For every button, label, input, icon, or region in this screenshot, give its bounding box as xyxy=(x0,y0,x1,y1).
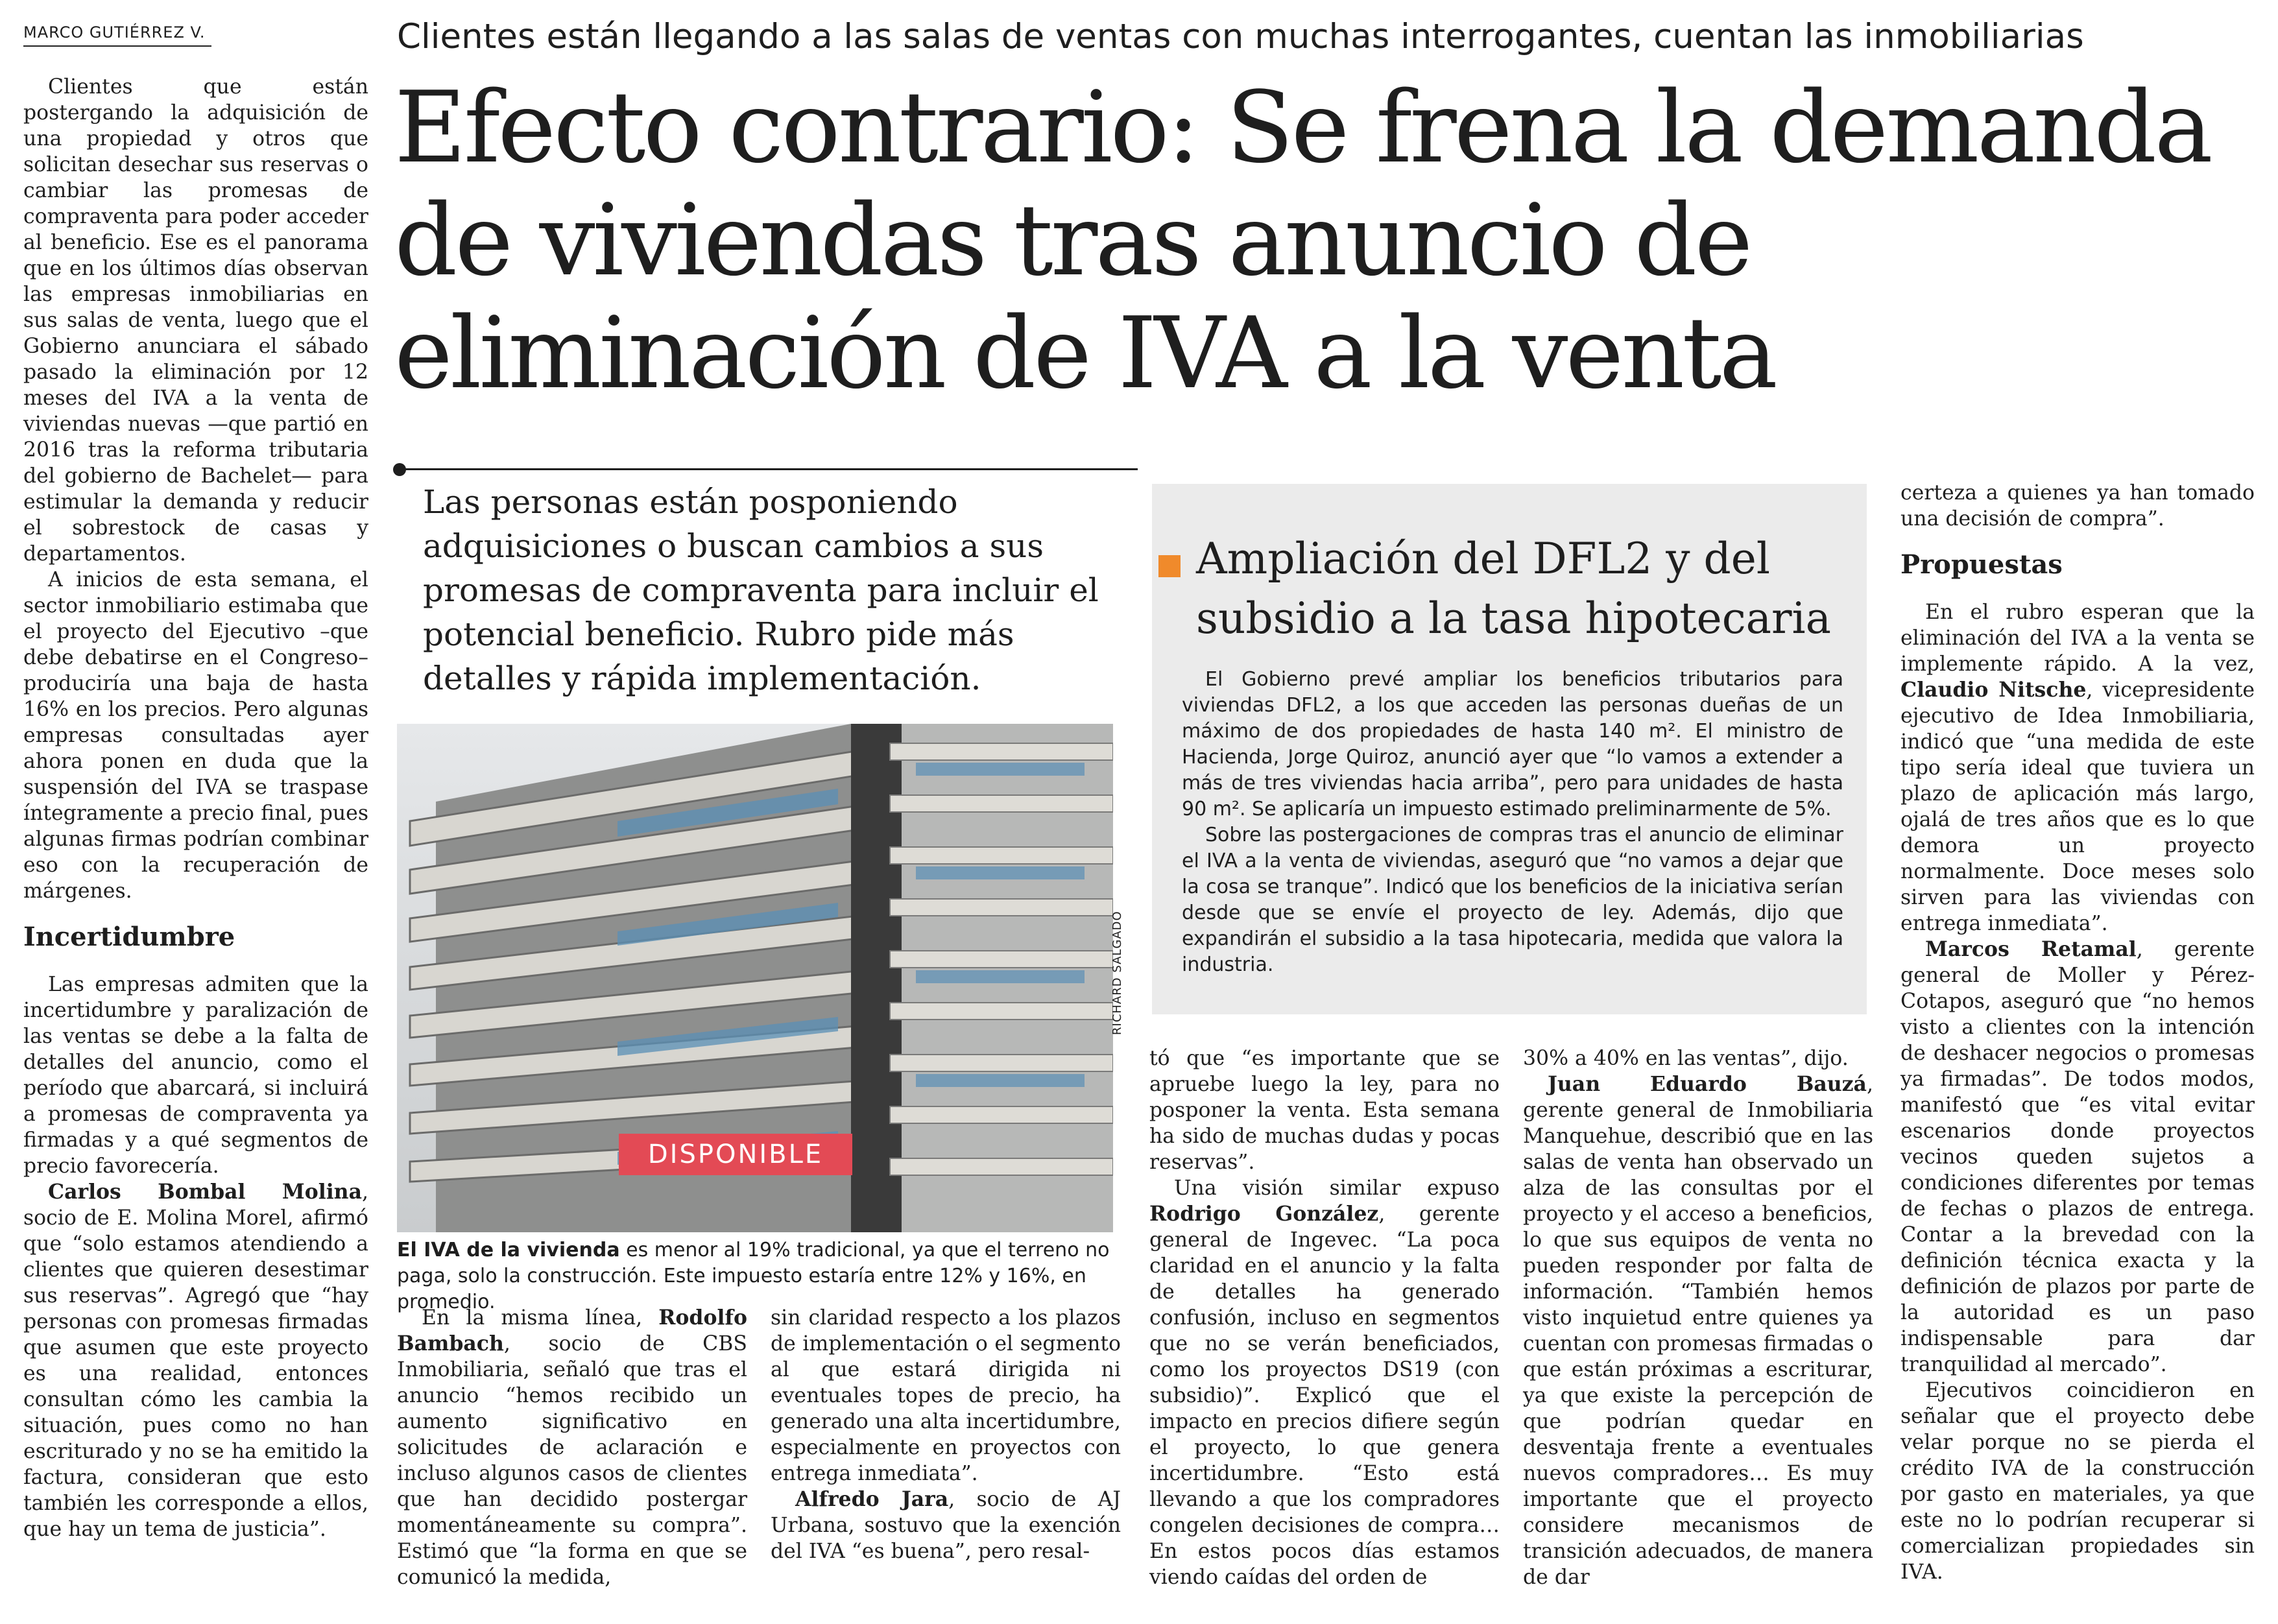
paragraph xyxy=(771,1487,1121,1564)
paragraph-text: , socio de E. Molina Morel, afirmó que “solo estamos atendiendo a clientes que quieren desestimar sus reservas”. Agregó que “hay personas con promesas firmadas que asumen que este proyecto es una realidad, entonces consultan cómo les cambia la situación, pues como no han escriturado y no se ha emitido la factura, consideran que esto también les corresponde a ellos, que hay un tema de justicia”. xyxy=(23,1180,368,1541)
paragraph: Clientes que están postergando la adquisición de una propiedad y otros que solicitan desechar sus reservas o cambiar las promesas de compraventa para poder acceder al beneficio. Ese es el panorama que en los últimos días observan las empresas inmobiliarias en sus salas de venta, luego que el Gobierno anunciara el sábado pasado la eliminación por 12 meses del IVA a la venta de viviendas nuevas —que partió en 2016 tras la reforma tributaria del gobierno de Bachelet— para estimular la demanda y reducir el sobrestock de casas y departamentos. xyxy=(23,75,368,566)
summary-deck: Las personas están posponiendo adquisiciones o buscan cambios a sus promesas de compraventa para incluir el potencial beneficio. Rubro pide más detalles y rápida implementación. xyxy=(423,483,1099,697)
paragraph: certeza a quienes ya han tomado una decisión de compra”. xyxy=(1900,481,2255,531)
caption-text: es menor al 19% tradicional, ya que el terreno no paga, solo la construcción. Este impuesto estaría entre 12% y 16%, en promedio. xyxy=(397,1239,1110,1313)
paragraph-text: Una visión similar expuso xyxy=(1174,1176,1500,1200)
building-photo xyxy=(397,724,1113,1232)
person-name: Rodrigo González xyxy=(1149,1202,1379,1226)
person-name: Marcos Retamal xyxy=(1925,937,2137,961)
paragraph: Las empresas admiten que la incertidumbre y paralización de las ventas se debe a la falta de detalles del anuncio, como el período que abarcará, si incluirá a promesas de compraventa ya firmadas y a qué segmentos de precio favorecería. xyxy=(23,973,368,1178)
paragraph-text: , gerente general de Moller y Pérez-Cotapos, aseguró que “no hemos visto a clientes con la intención de deshacer negocios o promesas ya firmadas”. De todos modos, manifestó que “es vital evitar escenarios donde proyectos vecinos queden sujetos a condiciones diferentes por temas de fechas o plazos de entrega. Contar a la brevedad con la definición técnica exacta y la definición de plazos por parte de la autoridad es un paso indispensable para dar tranquilidad al mercado”. xyxy=(1900,938,2255,1376)
person-name: Alfredo Jara xyxy=(795,1487,949,1511)
paragraph-text: En el rubro esperan que la eliminación del IVA a la venta se implemente rápido. A la vez, xyxy=(1900,601,2255,676)
byline: MARCO GUTIÉRREZ V. xyxy=(23,23,211,47)
section-heading-incertidumbre: Incertidumbre xyxy=(23,922,235,952)
person-name: Juan Eduardo Bauzá xyxy=(1548,1072,1867,1096)
paragraph xyxy=(23,1179,368,1542)
disponible-sign: DISPONIBLE xyxy=(647,1140,824,1169)
column-5 xyxy=(1523,1045,1873,1590)
photo-credit: RICHARD SALGADO xyxy=(1110,911,1124,1035)
photo-caption xyxy=(397,1237,1117,1315)
caption-bold: El IVA de la vivienda xyxy=(397,1239,620,1261)
paragraph: 30% a 40% en las ventas”, dijo. xyxy=(1523,1047,1849,1070)
column-3 xyxy=(771,1305,1121,1564)
paragraph xyxy=(1523,1071,1873,1590)
paragraph: Sobre las postergaciones de compras tras el anuncio de eliminar el IVA a la venta de viviendas, aseguró que “no vamos a dejar que la cosa se tranque”. Indicó que los beneficios de la iniciativa serían desde que se envíe el proyecto de ley. Además, dijo que expandirán el subsidio a la tasa hipotecaria, medida que valora la industria. xyxy=(1182,824,1843,976)
paragraph: tó que “es importante que se apruebe luego la ley, para no posponer la venta. Esta semana ha sido de muchas dudas y pocas reservas”. xyxy=(1149,1047,1500,1174)
section-heading-propuestas: Propuestas xyxy=(1900,549,2063,580)
divider xyxy=(405,468,1138,470)
headline: Efecto contrario: Se frena la demanda de viviendas tras anuncio de eliminación de IVA a la venta xyxy=(394,70,2211,411)
paragraph-text: , vicepresidente ejecutivo de Idea Inmobiliaria, indicó que “una medida de este tipo sería ideal que tuviera un plazo de aplicación más largo, ojalá de tres años que es lo que demora un proyecto normalmente. Doce meses solo sirven para las viviendas con entrega inmediata”. xyxy=(1900,678,2255,935)
paragraph xyxy=(1149,1175,1500,1590)
bullet-dot xyxy=(393,463,406,476)
paragraph: A inicios de esta semana, el sector inmobiliario estimaba que el proyecto del Ejecutivo –que debe debatirse en el Congreso– produciría una baja de hasta 16% en los precios. Pero algunas empresas consultadas ayer ahora ponen en duda que la suspensión del IVA se traspase íntegramente a precio final, pues algunas firmas podrían combinar eso con la recuperación de márgenes. xyxy=(23,568,368,903)
paragraph-text: , gerente general de Ingevec. “La poca claridad en el anuncio y la falta de detalles ha generado confusión, incluso en segmentos que no se verán beneficiados, como los proyectos DS19 (con subsidio)”. Explicó que el impacto en precios difiere según el proyecto, lo que genera incertidumbre. “Esto está llevando a que los compradores congelen decisiones de compra… En estos pocos días estamos viendo caídas del orden de xyxy=(1149,1202,1500,1589)
paragraph: Ejecutivos coincidieron en señalar que el proyecto debe velar porque no se pierda el crédito IVA de la construcción por gasto en materiales, ya que este no lo podrían recuperar si comercializan propiedades sin IVA. xyxy=(1900,1379,2255,1584)
column-2 xyxy=(397,1305,747,1590)
paragraph: sin claridad respecto a los plazos de implementación o el segmento al que estará dirigida ni eventuales topes de precio, ha generado una alta incertidumbre, especialmente en proyectos con entrega inmediata”. xyxy=(771,1306,1121,1485)
sidebar-title: Ampliación del DFL2 y del subsidio a la tasa hipotecaria xyxy=(1196,534,1832,643)
paragraph xyxy=(1900,599,2255,937)
building-illustration xyxy=(397,724,1113,1232)
column-1 xyxy=(23,74,368,1542)
orange-square-icon xyxy=(1158,555,1181,577)
paragraph: El Gobierno prevé ampliar los beneficios tributarios para viviendas DFL2, a los que acceden las personas dueñas de un máximo de dos propiedades de hasta 140 m². El ministro de Hacienda, Jorge Quiroz, anunció ayer que “lo vamos a extender a más de tres viviendas hacia arriba”, pero para unidades de hasta 90 m². Se aplicaría un impuesto estimado preliminarmente de 5%. xyxy=(1182,668,1843,820)
column-4 xyxy=(1149,1045,1500,1590)
paragraph-text: , gerente general de Inmobiliaria Manquehue, describió que en las salas de venta han observado un alza de las consultas por el proyecto y el acceso a beneficios, lo que sus equipos de venta no pueden responder por falta de información. “También hemos visto inquietud entre quienes ya cuentan con promesas firmadas o que están próximas a escriturar, ya que existe la percepción de que podrían quedar en desventaja frente a eventuales nuevos compradores… Es muy importante que el proyecto considere mecanismos de transición adecuados, de manera de dar xyxy=(1523,1073,1873,1589)
person-name: Claudio Nitsche xyxy=(1900,678,2087,702)
kicker: Clientes están llegando a las salas de ventas con muchas interrogantes, cuentan las inmobiliarias xyxy=(397,17,2084,56)
person-name: Carlos Bombal Molina xyxy=(48,1180,362,1204)
column-6 xyxy=(1900,480,2255,1585)
paragraph xyxy=(1900,937,2255,1378)
paragraph-text: , socio de CBS Inmobiliaria, señaló que tras el anuncio “hemos recibido un aumento significativo en solicitudes de aclaración e incluso algunos casos de clientes que han decidido postergar momentáneamente su compra”. Estimó que “la forma en que se comunicó la medida, xyxy=(397,1332,747,1589)
person-name: Rodolfo Bambach xyxy=(397,1306,747,1355)
sidebar-body xyxy=(1182,667,1843,978)
paragraph xyxy=(397,1305,747,1590)
paragraph-text: , socio de AJ Urbana, sostuvo que la exención del IVA “es buena”, pero resal- xyxy=(771,1488,1121,1563)
paragraph-text: En la misma línea, xyxy=(422,1306,659,1330)
